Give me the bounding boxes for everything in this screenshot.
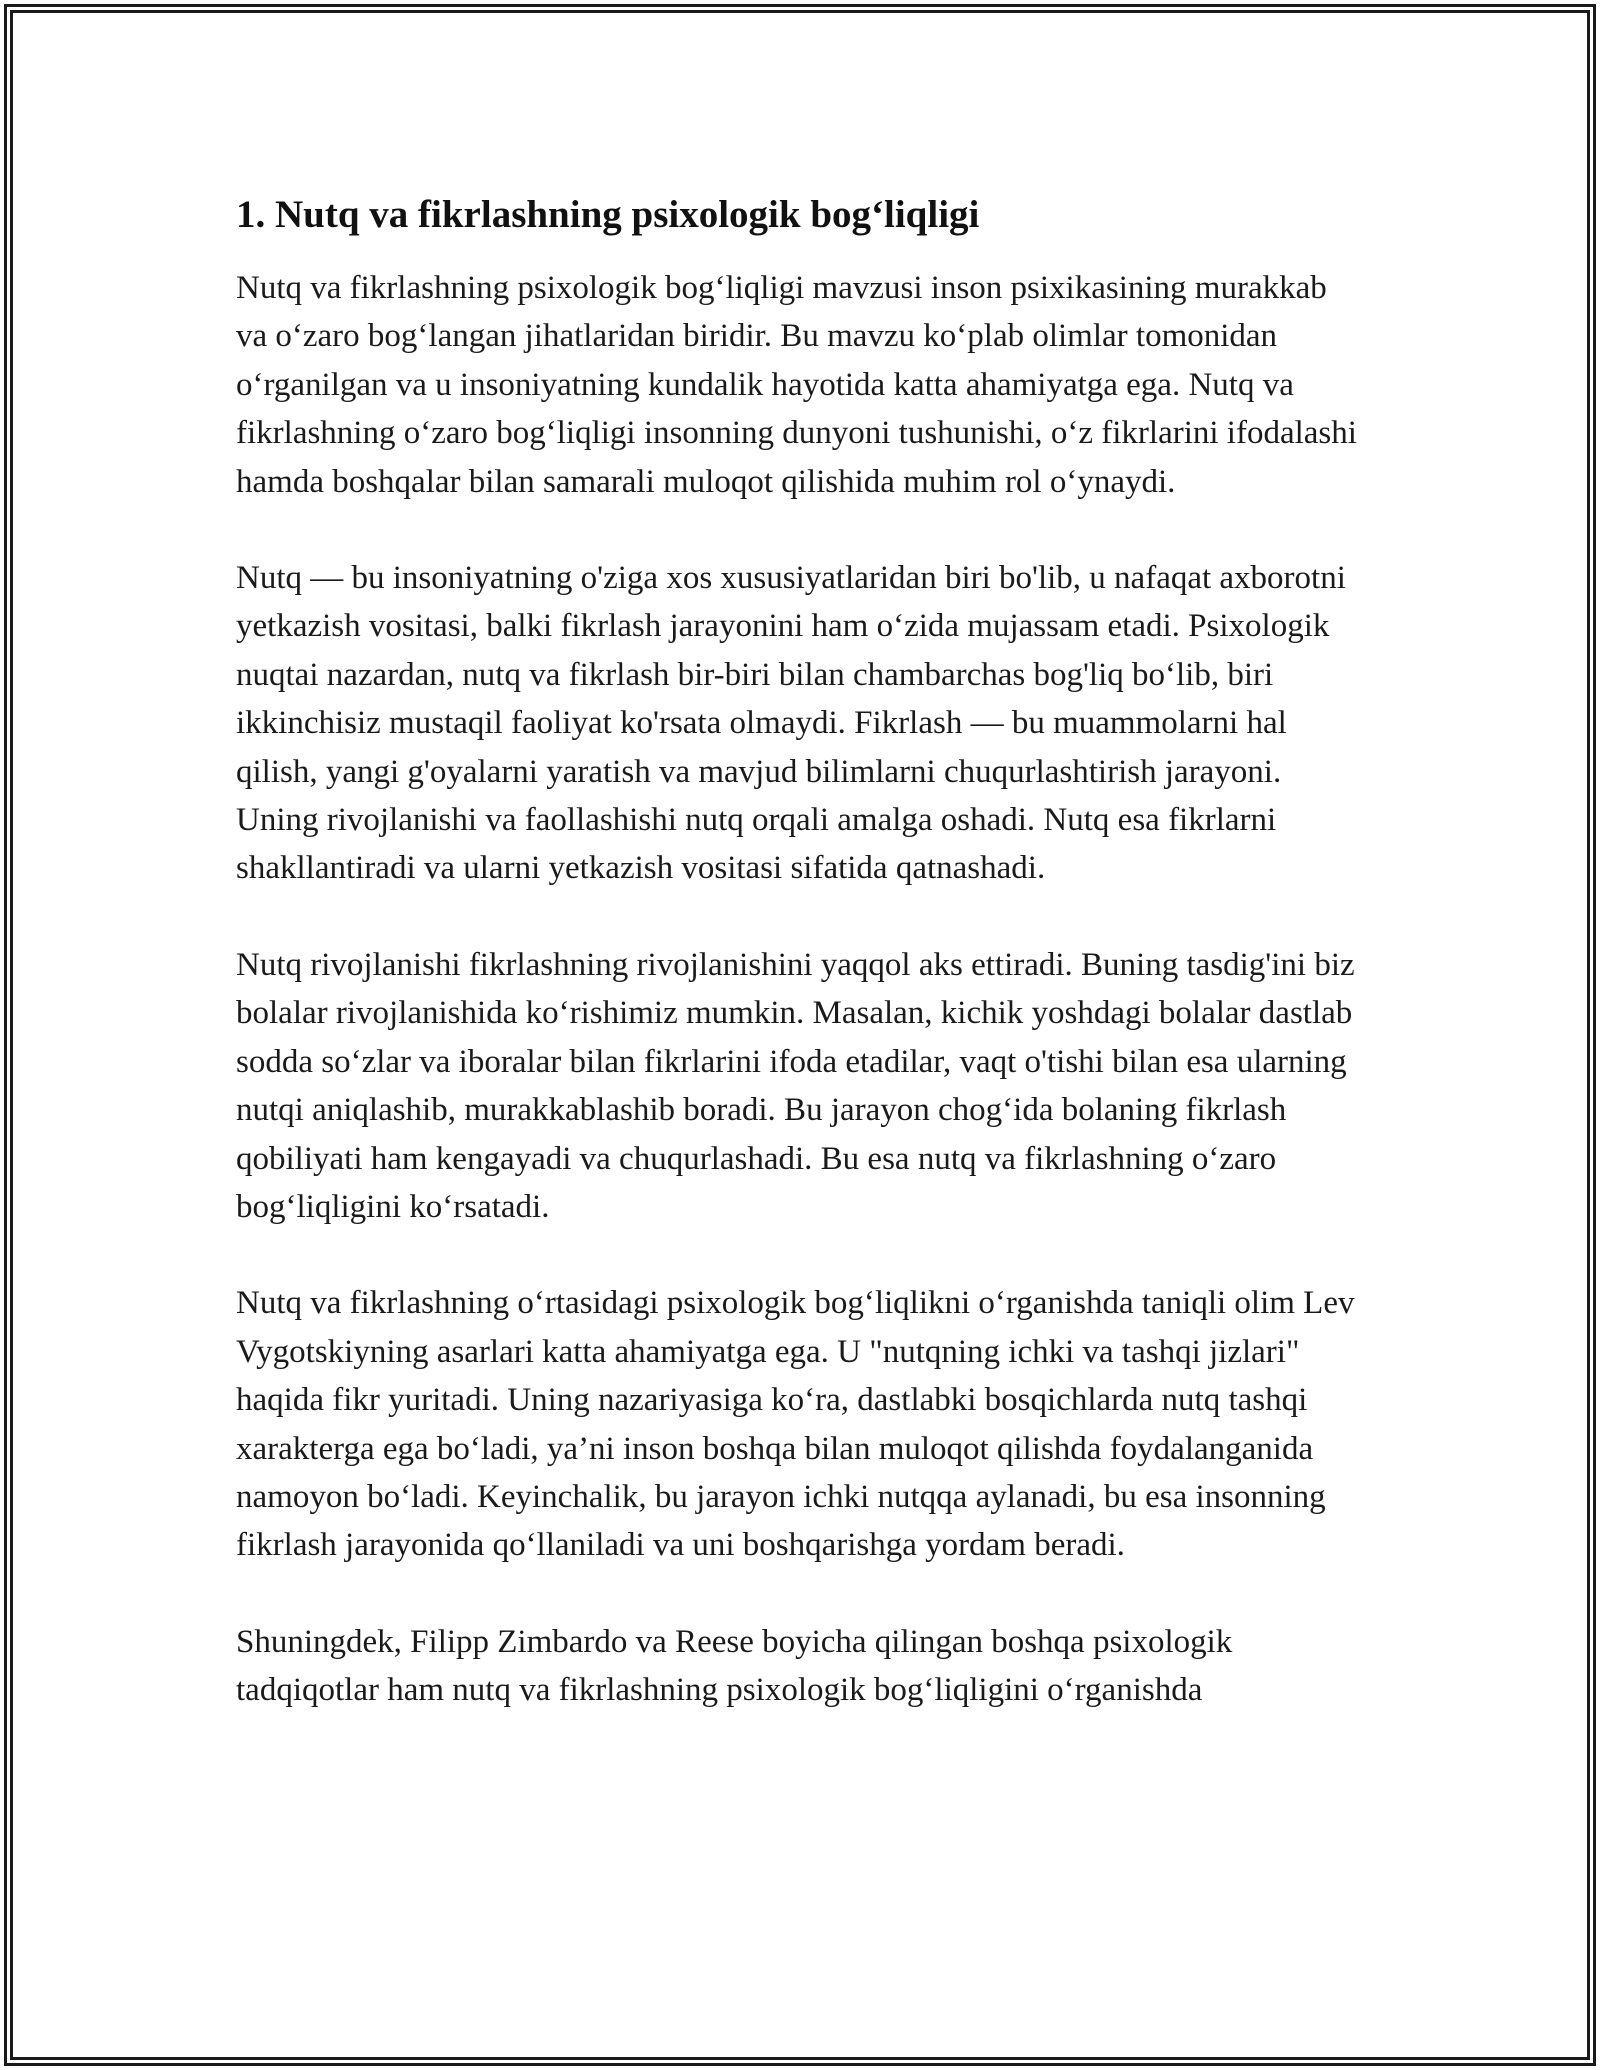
paragraph-speech-definition: Nutq — bu insoniyatning o'ziga xos xususiyatlaridan biri bo'lib, u nafaqat axborotni yetkazish vositasi, balki fikrlash jarayonini ham o‘zida mujassam etadi. Psixologik nuqtai nazardan, nutq va fikrlash bir-biri bilan chambarchas bog'liq bo‘lib, biri ikkinchisiz mustaqil faoliyat ko'rsata olmaydi. Fikrlash — bu muammolarni hal qilish, yangi g'oyalarni yaratish va mavjud bilimlarni chuqurlashtirish jarayoni. Uning rivojlanishi va faollashishi nutq orqali amalga oshadi. Nutq esa fikrlarni shakllantiradi va ularni yetkazish vositasi sifatida qatnashadi. — [236, 560, 1346, 887]
paragraph-child-development: Nutq rivojlanishi fikrlashning rivojlanishini yaqqol aks ettiradi. Buning tasdig'ini biz bolalar rivojlanishida ko‘rishimiz mumkin. Masalan, kichik yoshdagi bolalar dastlab sodda so‘zlar va iboralar bilan fikrlarini ifoda etadilar, vaqt o'tishi bilan esa ularning nutqi aniqlashib, murakkablashib boradi. Bu jarayon chog‘ida bolaning fikrlash qobiliyati ham kengayadi va chuqurlashadi. Bu esa nutq va fikrlashning o‘zaro bog‘liqligini ko‘rsatadi. — [236, 946, 1355, 1225]
document-body — [236, 188, 1366, 1715]
section-heading: 1. Nutq va fikrlashning psixologik bog‘liqligi — [236, 193, 980, 236]
paragraph-other-research: Shuningdek, Filipp Zimbardo va Reese boyicha qilingan boshqa psixologik tadqiqotlar ham nutq va fikrlashning psixologik bog‘liqligini o‘rganishda — [236, 1623, 1233, 1709]
paragraph-vygotsky: Nutq va fikrlashning o‘rtasidagi psixologik bog‘liqlikni o‘rganishda taniqli olim Lev Vygotskiyning asarlari katta ahamiyatga ega. U "nutqning ichki va tashqi jizlari" haqida fikr yuritadi. Uning nazariyasiga ko‘ra, dastlabki bosqichlarda nutq tashqi xarakterga ega bo‘ladi, ya’ni inson boshqa bilan muloqot qilishda foydalanganida namoyon bo‘ladi. Keyinchalik, bu jarayon ichki nutqqa aylanadi, bu esa insonning fikrlash jarayonida qo‘llaniladi va uni boshqarishga yordam beradi. — [236, 1285, 1355, 1564]
paragraph-intro: Nutq va fikrlashning psixologik bog‘liqligi mavzusi inson psixikasining murakkab va o‘zaro bog‘langan jihatlaridan biridir. Bu mavzu ko‘plab olimlar tomonidan o‘rganilgan va u insoniyatning kundalik hayotida katta ahamiyatga ega. Nutq va fikrlashning o‘zaro bog‘liqligi insonning dunyoni tushunishi, o‘z fikrlarini ifodalashi hamda boshqalar bilan samarali muloqot qilishida muhim rol o‘ynaydi. — [236, 270, 1357, 500]
